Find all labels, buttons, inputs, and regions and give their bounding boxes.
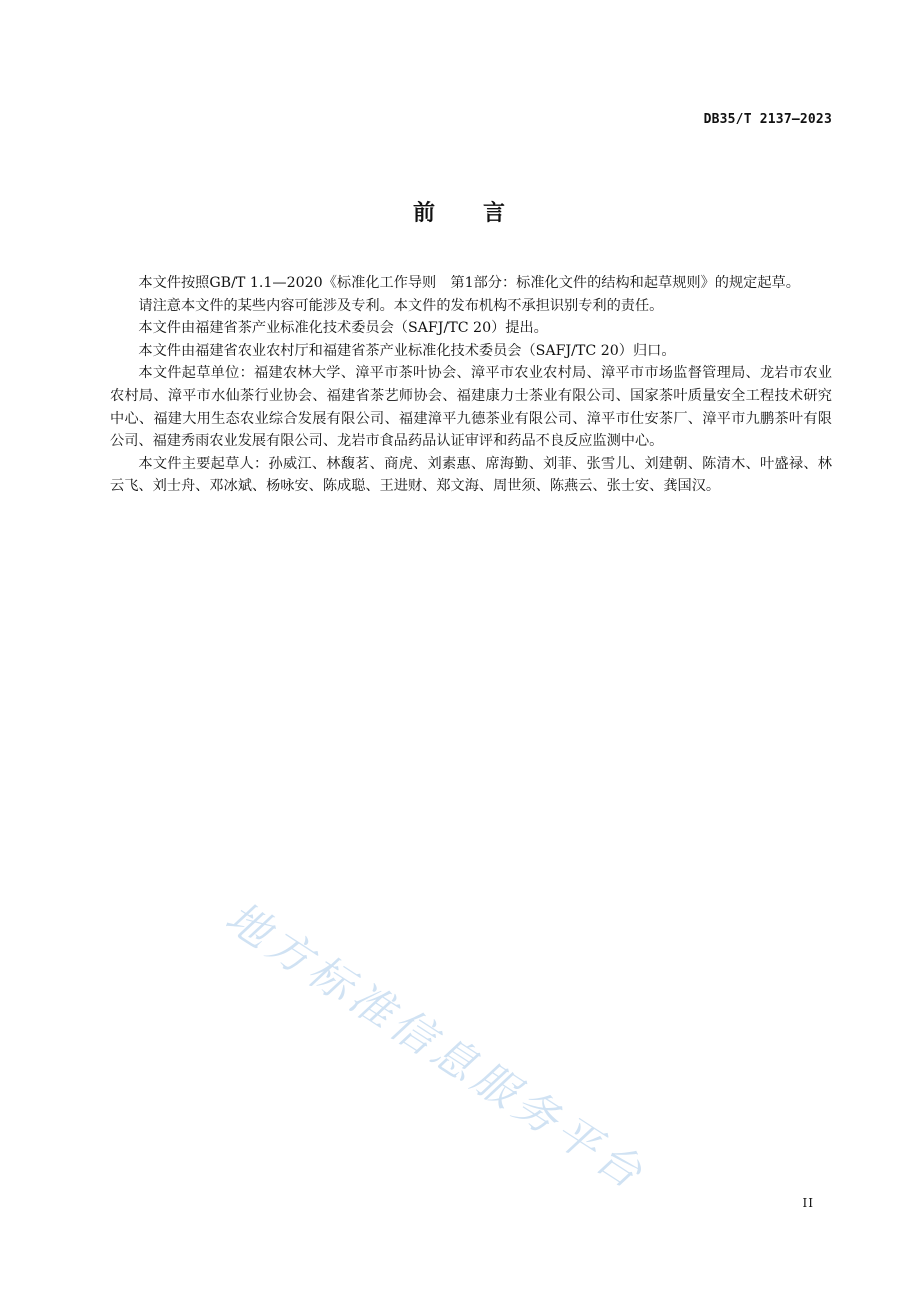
paragraph-patent-notice: 请注意本文件的某些内容可能涉及专利。本文件的发布机构不承担识别专利的责任。 [138, 297, 664, 314]
paragraph-centralized-by: 本文件由福建省农业农村厅和福建省茶产业标准化技术委员会（SAFJ/TC 20）归口。 [138, 342, 676, 359]
title-char-2: 言 [483, 201, 508, 226]
document-code: DB35/T 2137—2023 [703, 112, 832, 127]
paragraph-drafting-units: 本文件起草单位：福建农林大学、漳平市茶叶协会、漳平市农业农村局、漳平市市场监督管理局、龙岩市农业农村局、漳平市水仙茶行业协会、福建省茶艺师协会、福建康力士茶业有限公司、国家茶叶质量安全工程技术研究中心、福建大用生态农业综合发展有限公司、福建漳平九德茶业有限公司、漳平市仕安茶厂、漳平市九鹏茶叶有限公司、福建秀雨农业发展有限公司、龙岩市食品药品认证审评和药品不良反应监测中心。 [110, 365, 832, 450]
paragraph-proposed-by: 本文件由福建省茶产业标准化技术委员会（SAFJ/TC 20）提出。 [138, 320, 548, 337]
paragraph-drafters: 本文件主要起草人：孙威江、林馥茗、商虎、刘素惠、席海勤、刘菲、张雪儿、刘建朝、陈清木、叶盛禄、林云飞、刘士舟、邓冰斌、杨咏安、陈成聪、王进财、郑文海、周世须、陈燕云、张士安、龚国汉。 [110, 455, 832, 495]
foreword-body [110, 272, 832, 498]
watermark: 地方标准信息服务平台 [216, 892, 655, 1202]
paragraph-drafting-basis: 本文件按照GB/T 1.1—2020《标准化工作导则 第1部分：标准化文件的结构和起草规则》的规定起草。 [138, 275, 800, 291]
page-number: II [802, 1196, 814, 1210]
page-title [0, 196, 920, 227]
title-char-1: 前 [412, 201, 437, 226]
